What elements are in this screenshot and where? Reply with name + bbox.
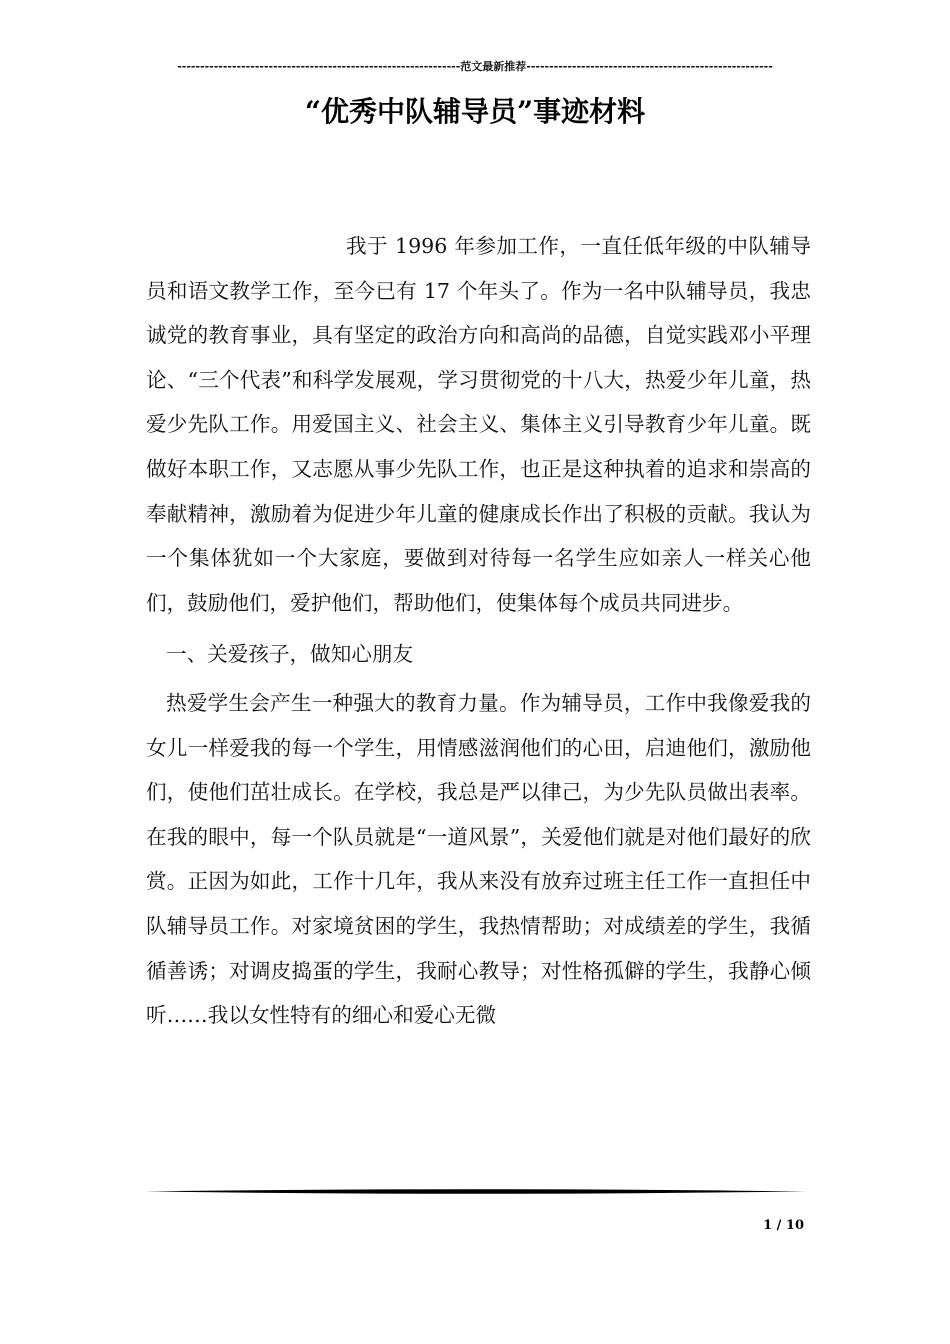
section-heading: 一、关爱孩子，做知心朋友 [166,642,414,667]
paragraph-section-one: 热爱学生会产生一种强大的教育力量。作为辅导员，工作中我像爱我的女儿一样爱我的每一个学生，用情感滋润他们的心田，启迪他们，激励他们，使他们茁壮成长。在学校，我总是严以律己，为少先队员做出表率。在我的眼中，每一个队员就是“一道风景”，关爱他们就是对他们最好的欣赏。正因为如此，工作十几年，我从来没有放弃过班主任工作一直担任中队辅导员工作。对家境贫困的学生，我热情帮助；对成绩差的学生，我循循善诱；对调皮捣蛋的学生，我耐心教导；对性格孤僻的学生，我静心倾听……我以女性特有的细心和爱心无微 [146,690,811,1028]
document-title: “优秀中队辅导员”事迹材料 [304,95,646,128]
document-body [146,224,811,1038]
paragraph-intro: 我于 1996 年参加工作，一直任低年级的中队辅导员和语文教学工作，至今已有 17 个年头了。作为一名中队辅导员，我忠诚党的教育事业，具有坚定的政治方向和高尚的品德，自觉实践邓小平理论、“三个代表”和科学发展观，学习贯彻党的十八大，热爱少年儿童，热爱少先队工作。用爱国主义、社会主义、集体主义引导教育少年儿童。既做好本职工作，又志愿从事少先队工作，也正是这种执着的追求和崇高的奉献精神，激励着为促进少年儿童的健康成长作出了积极的贡献。我认为一个集体犹如一个大家庭，要做到对待每一名学生应如亲人一样关心他们，鼓励他们，爱护他们，帮助他们，使集体每个成员共同进步。 [146,234,811,615]
page-number: 1 / 10 [763,1218,804,1233]
header-banner: --------------------------------------------------------------范文最新推荐------------------------------------------------------ [177,60,773,73]
footer-divider [146,1188,806,1195]
